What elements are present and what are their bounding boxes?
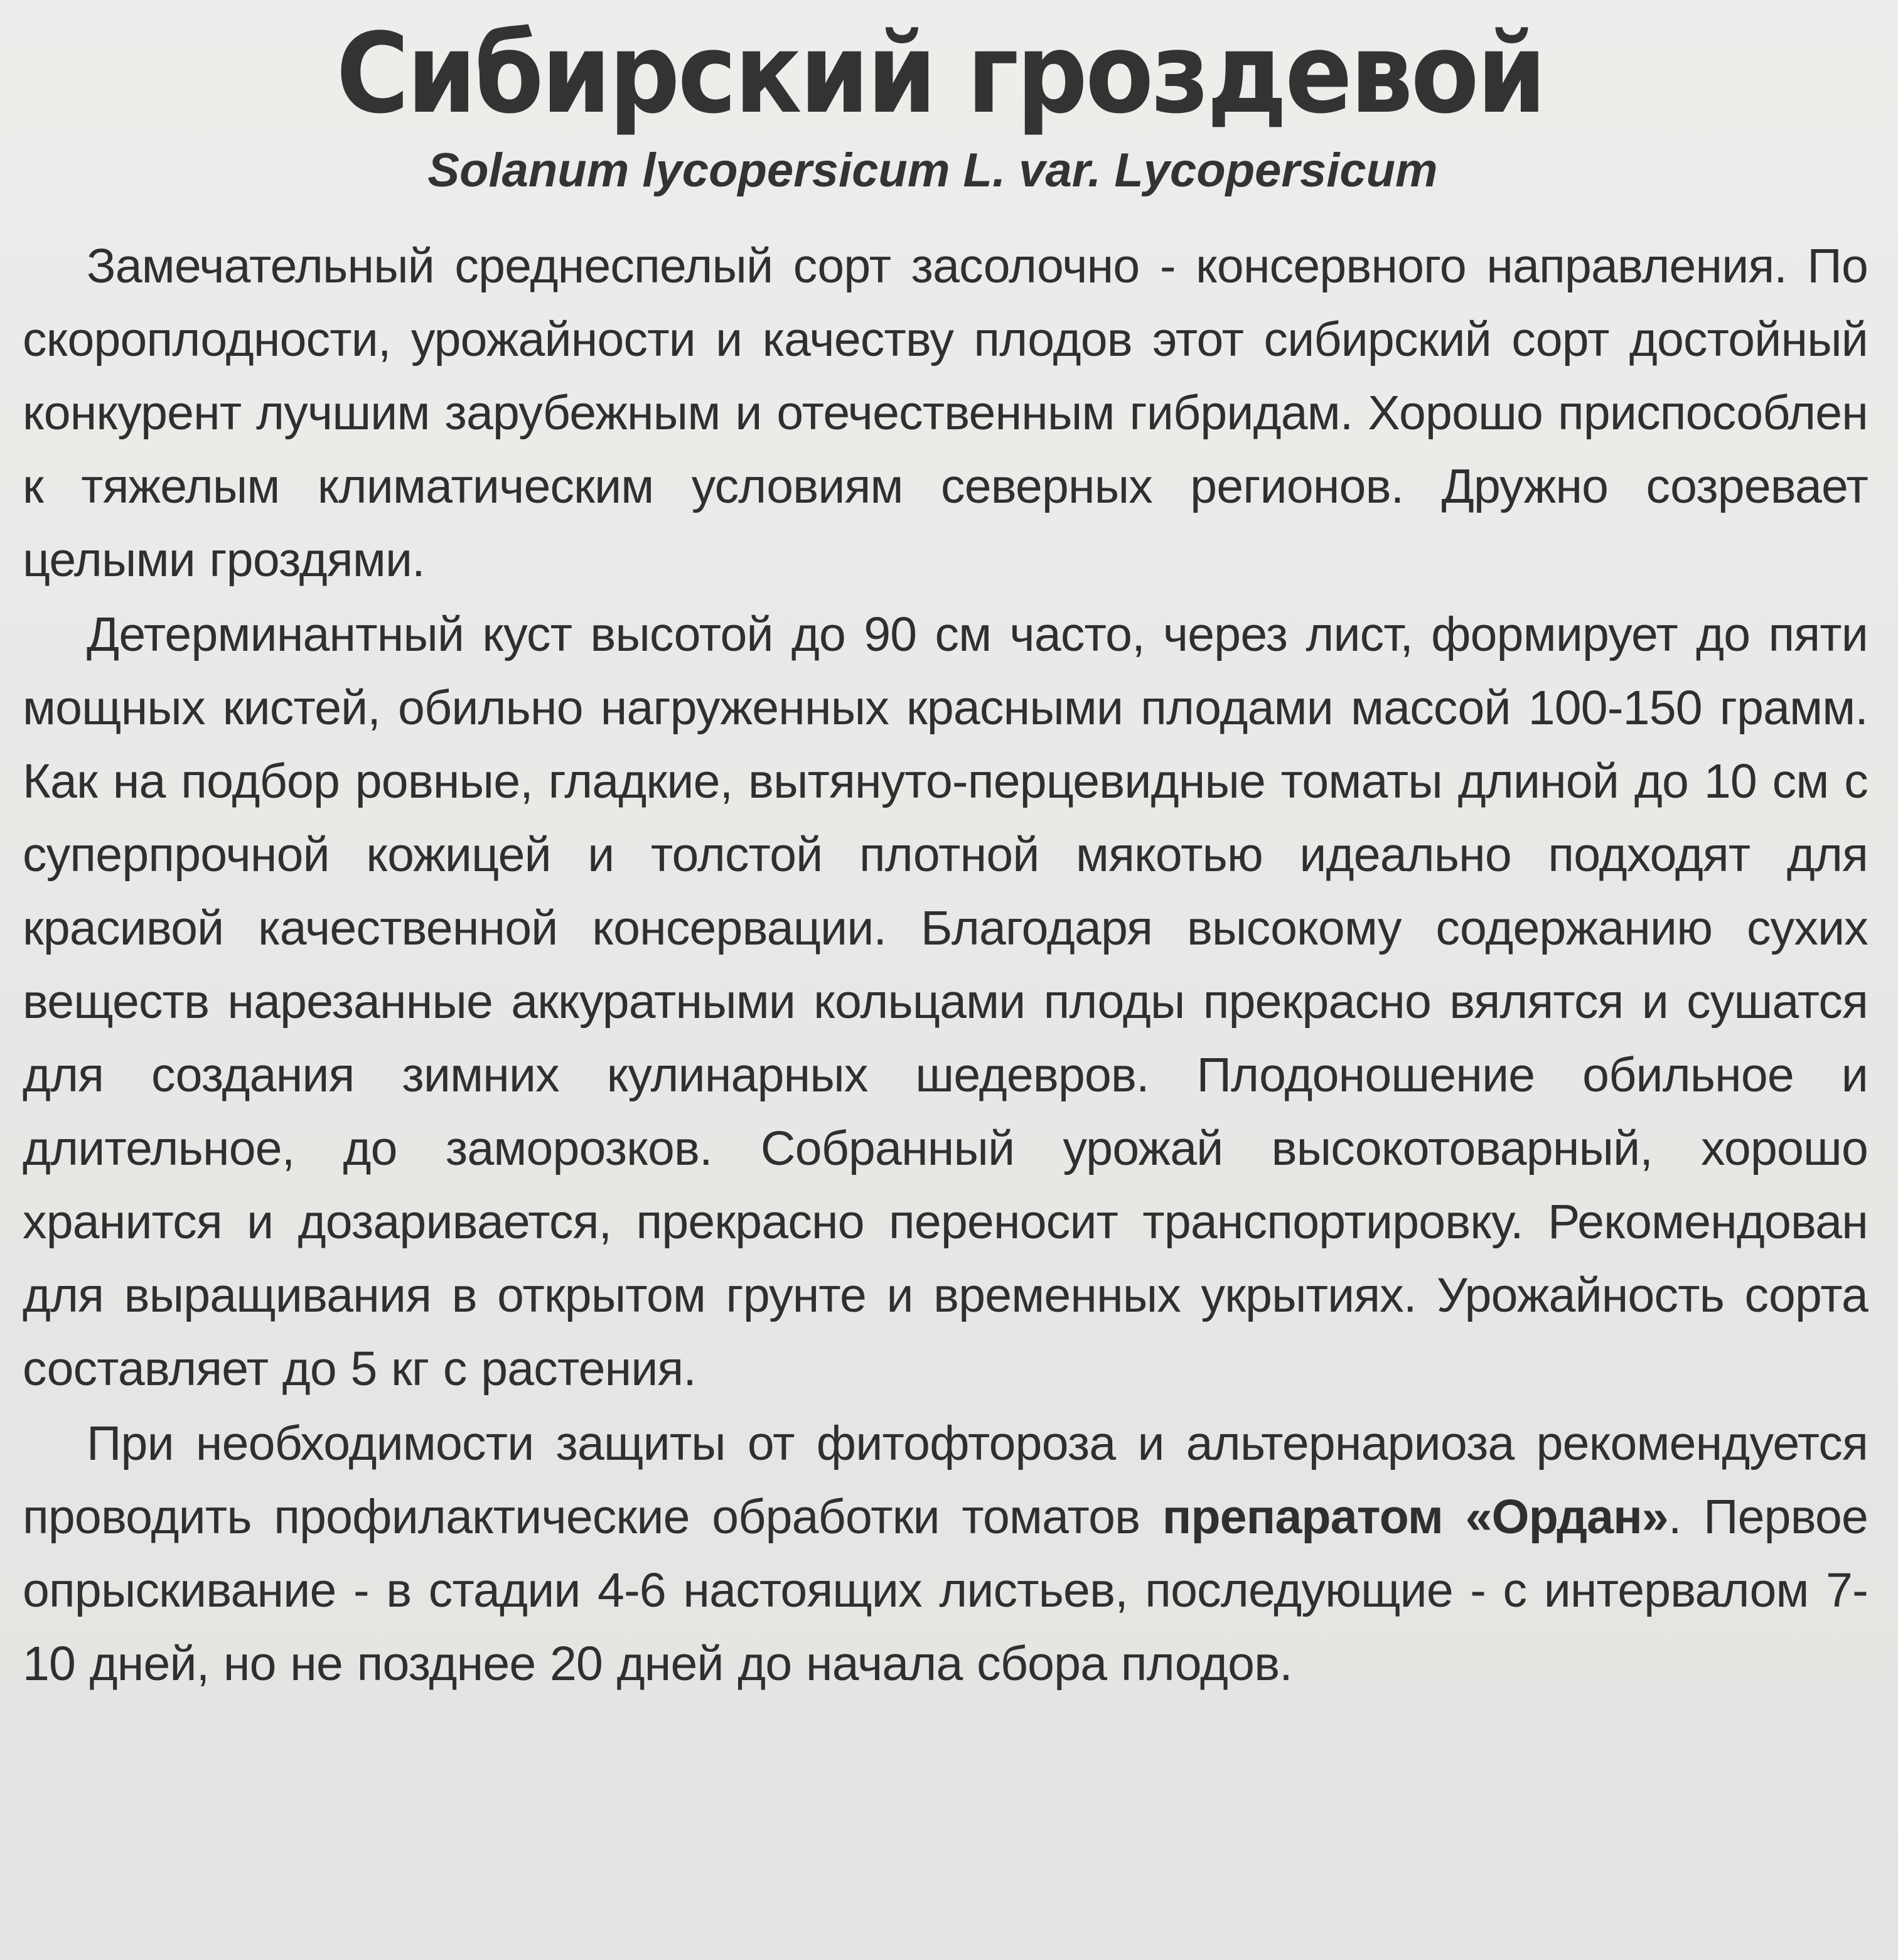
protection-text-end: . Первое опрыскивание - в стадии 4-6 настоящих листьев, последующие - с интервалом 7-10 дней, но не позднее 20 дней до начала сбора плодов. [23,1489,1868,1691]
protection-text-start: При необходимости защиты от фитофтороза и альтернариоза рекомендуется проводить профилактические обработки томатов [23,1416,1868,1544]
latin-name: Solanum lycopersicum L. var. Lycopersicum [427,144,1438,197]
variety-title: Сибирский гроздевой [336,9,1545,138]
paragraph-protection [23,1407,1868,1701]
description-body [23,230,1868,1701]
paragraph-overview: Замечательный среднеспелый сорт засолочно - консервного направления. По скороплодности, урожайности и качеству плодов этот сибирский сорт достойный конкурент лучшим зарубежным и отечественным гибридам. Хорошо приспособлен к тяжелым климатическим условиям северных регионов. Дружно созревает целыми гроздями. [23,238,1868,587]
paragraph-characteristics: Детерминантный куст высотой до 90 см часто, через лист, формирует до пяти мощных кистей, обильно нагруженных красными плодами массой 100-150 грамм. Как на подбор ровные, гладкие, вытянуто-перцевидные томаты длиной до 10 см с суперпрочной кожицей и толстой плотной мякотью идеально подходят для красивой качественной консервации. Благодаря высокому содержанию сухих веществ нарезанные аккуратными кольцами плоды прекрасно вялятся и сушатся для создания зимних кулинарных шедевров. Плодоношение обильное и длительное, до заморозков. Собранный урожай высокотоварный, хорошо хранится и дозаривается, прекрасно переносит транспортировку. Рекомендован для выращивания в открытом грунте и временных укрытиях. Урожайность сорта составляет до 5 кг с растения. [23,607,1868,1396]
product-name-bold: препаратом «Ордан» [1162,1489,1668,1544]
